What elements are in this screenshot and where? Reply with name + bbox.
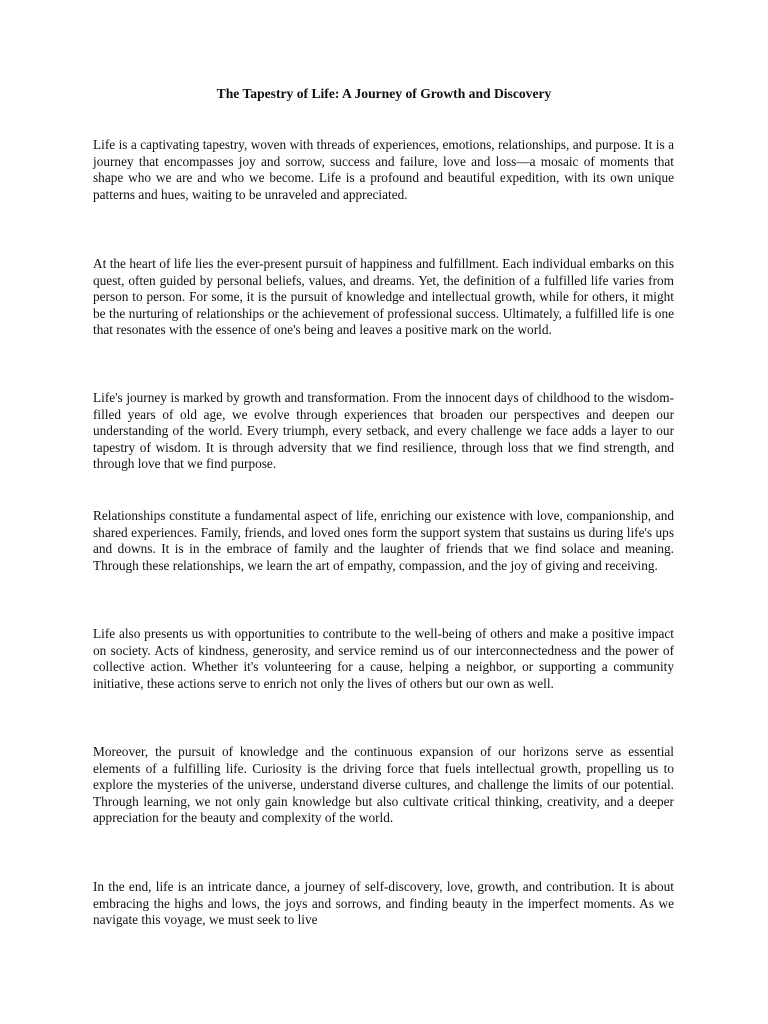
paragraph-7: In the end, life is an intricate dance, a journey of self-discovery, love, growth, and contribution. It is about embracing the highs and lows, the joys and sorrows, and finding beauty in the imperfect moments. As we navigate this voyage, we must seek to live <box>93 879 674 928</box>
paragraph-3: Life's journey is marked by growth and transformation. From the innocent days of childhood to the wisdom-filled years of old age, we evolve through experiences that broaden our perspectives and deepen our understanding of the world. Every triumph, every setback, and every challenge we face adds a layer to our tapestry of wisdom. It is through adversity that we find resilience, through loss that we find strength, and through love that we find purpose. <box>93 390 674 472</box>
paragraph-5: Life also presents us with opportunities to contribute to the well-being of others and make a positive impact on society. Acts of kindness, generosity, and service remind us of our interconnectedness and the power of collective action. Whether it's volunteering for a cause, helping a neighbor, or supporting a community initiative, these actions serve to enrich not only the lives of others but our own as well. <box>93 626 674 691</box>
paragraph-6: Moreover, the pursuit of knowledge and the continuous expansion of our horizons serve as essential elements of a fulfilling life. Curiosity is the driving force that fuels intellectual growth, propelling us to explore the mysteries of the universe, understand diverse cultures, and challenge the limits of our potential. Through learning, we not only gain knowledge but also cultivate critical thinking, creativity, and a deeper appreciation for the beauty and complexity of the world. <box>93 744 674 826</box>
paragraph-1: Life is a captivating tapestry, woven with threads of experiences, emotions, relationships, and purpose. It is a journey that encompasses joy and sorrow, success and failure, love and loss—a mosaic of moments that shape who we are and who we become. Life is a profound and beautiful expedition, with its own unique patterns and hues, waiting to be unraveled and appreciated. <box>93 137 674 202</box>
document-title: The Tapestry of Life: A Journey of Growth and Discovery <box>216 86 552 101</box>
paragraph-2: At the heart of life lies the ever-present pursuit of happiness and fulfillment. Each individual embarks on this quest, often guided by personal beliefs, values, and dreams. Yet, the definition of a fulfilled life varies from person to person. For some, it is the pursuit of knowledge and intellectual growth, while for others, it might be the nurturing of relationships or the achievement of professional success. Ultimately, a fulfilled life is one that resonates with the essence of one's being and leaves a positive mark on the world. <box>93 256 674 338</box>
paragraph-4: Relationships constitute a fundamental aspect of life, enriching our existence with love, companionship, and shared experiences. Family, friends, and loved ones form the support system that sustains us during life's ups and downs. It is in the embrace of family and the laughter of friends that we find solace and meaning. Through these relationships, we learn the art of empathy, compassion, and the joy of giving and receiving. <box>93 508 674 573</box>
